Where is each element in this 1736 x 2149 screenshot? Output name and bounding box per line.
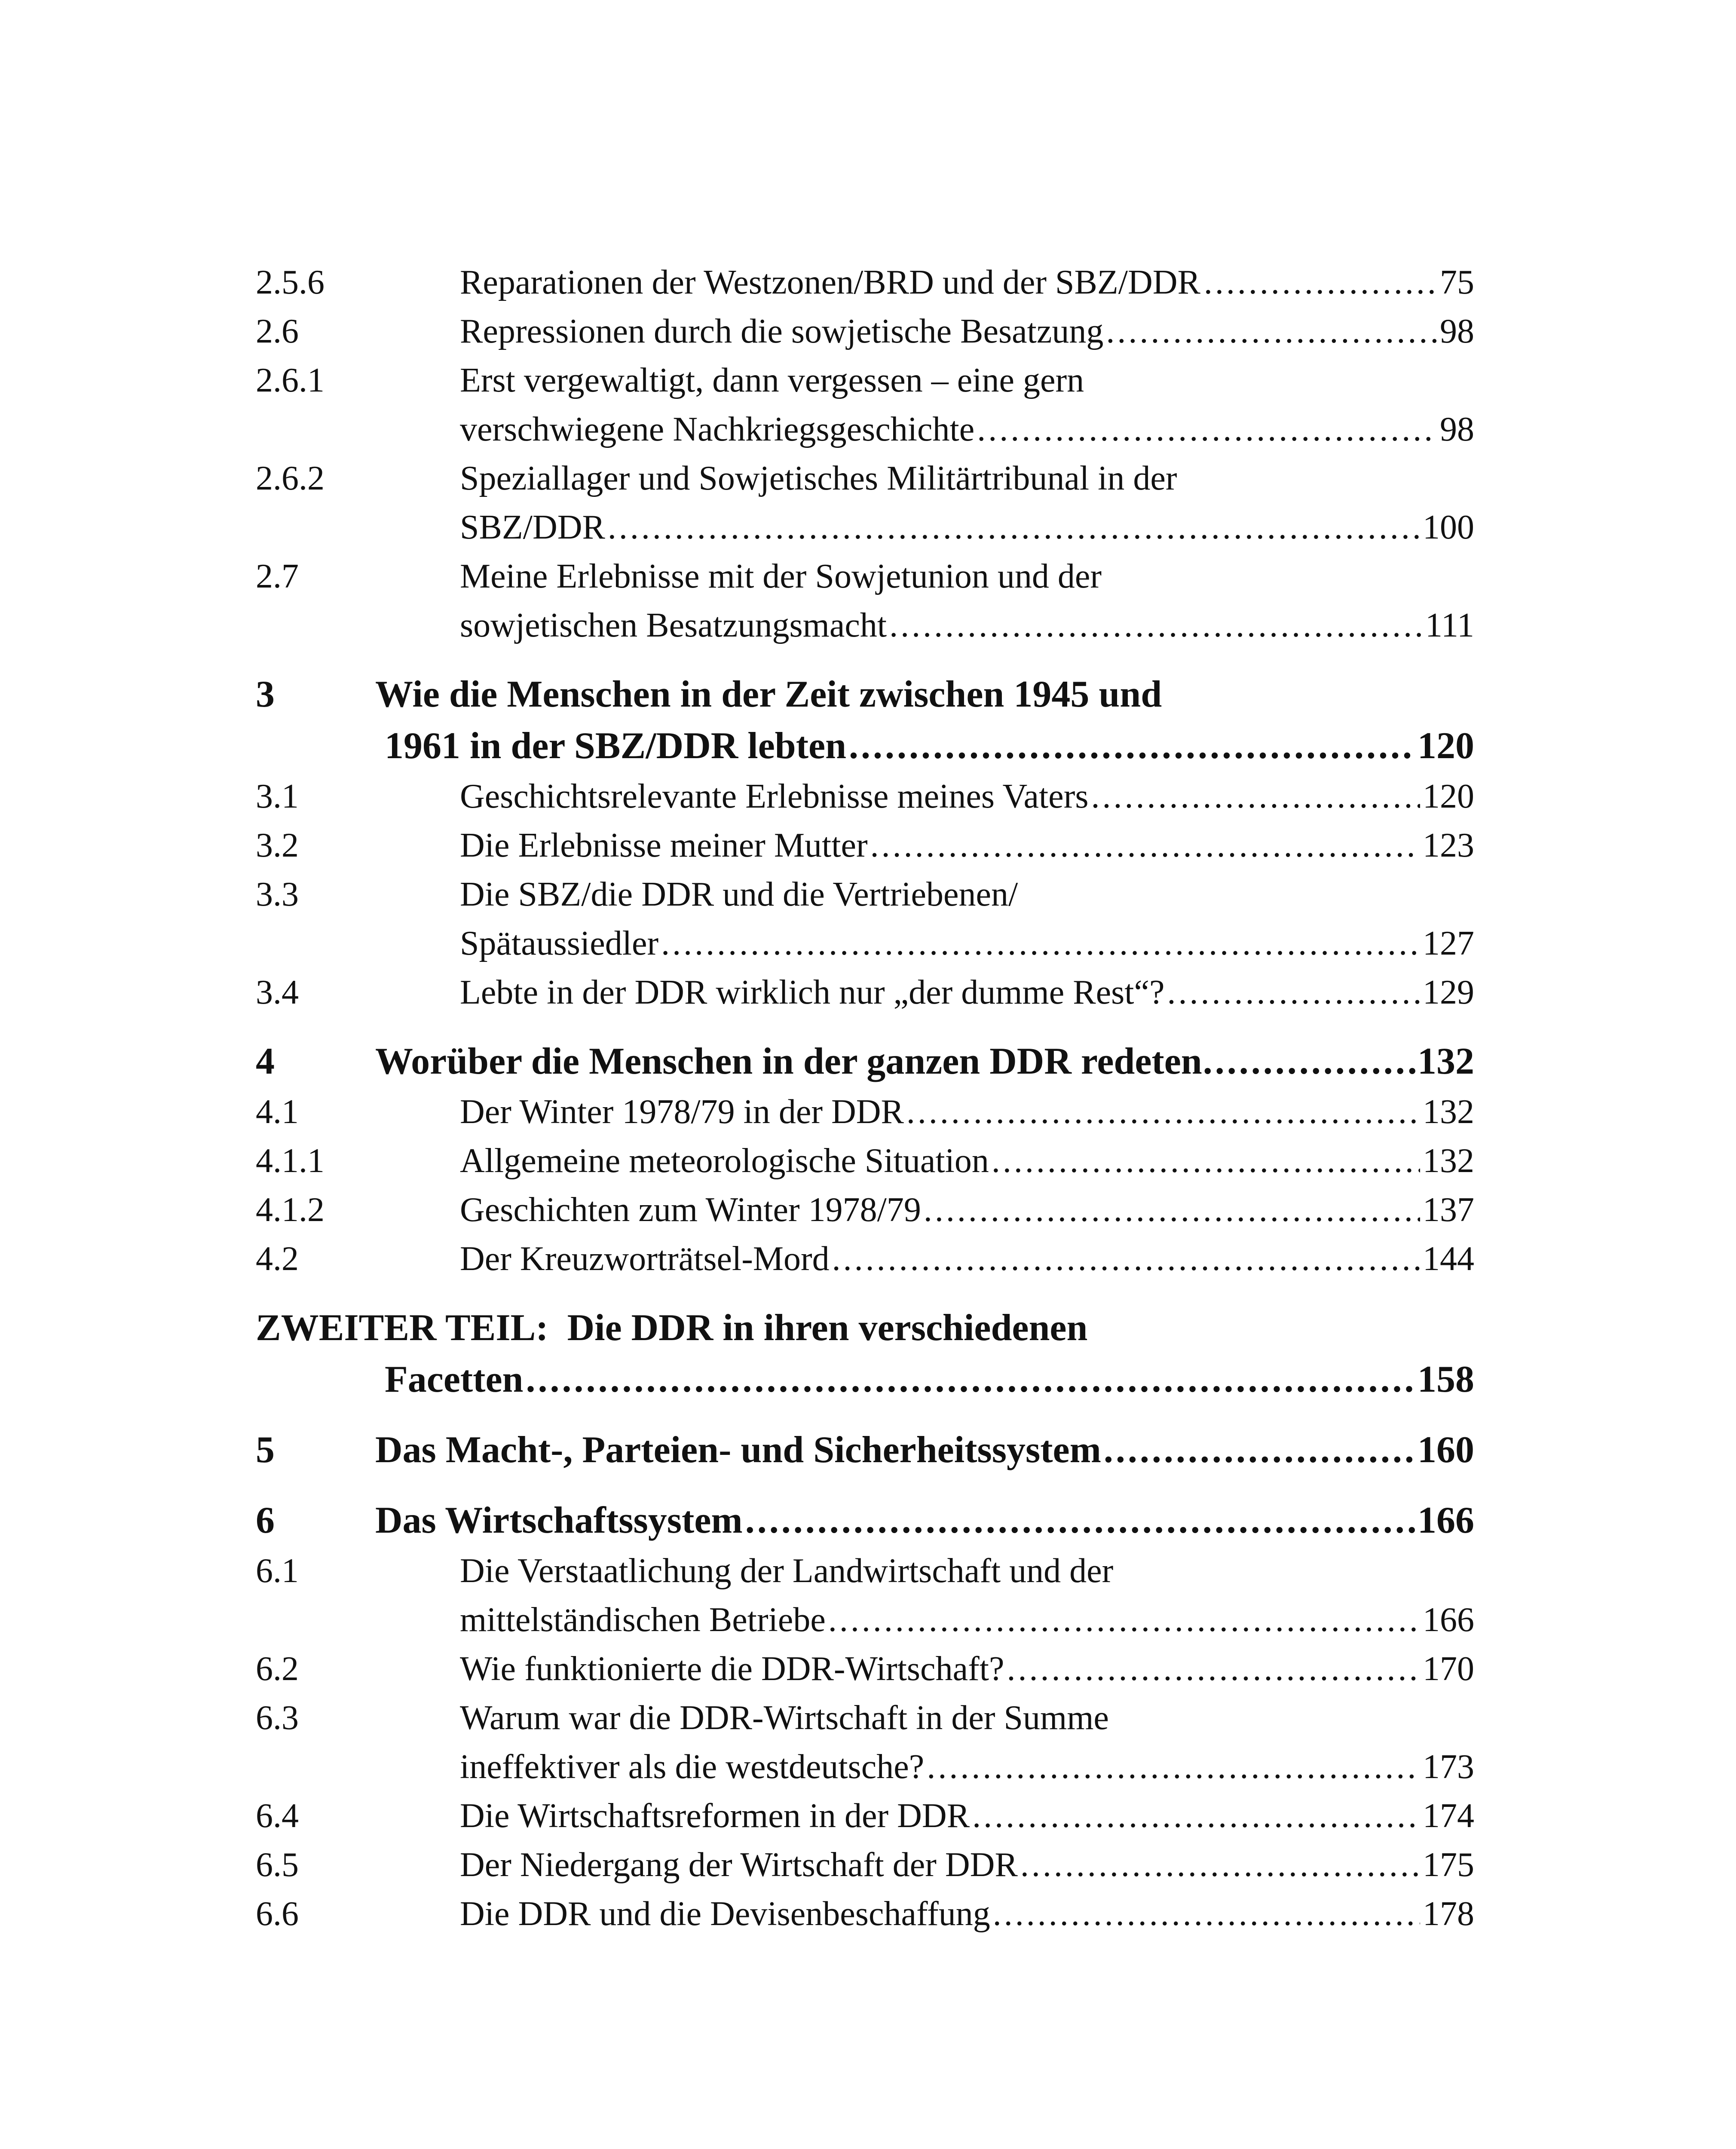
page-number: 175 — [1423, 1846, 1474, 1884]
dot-leader — [1020, 1840, 1420, 1889]
dot-leader — [972, 1791, 1420, 1840]
section-title-line1: Die Verstaatlichung der Landwirtschaft und der — [460, 1552, 1114, 1590]
toc-title-line — [460, 1234, 1474, 1283]
toc-title-line — [460, 405, 1474, 454]
section-title: SBZ/DDR — [460, 508, 605, 546]
section-title: sowjetischen Besatzungsmacht — [460, 606, 887, 644]
toc-title-line — [375, 1424, 1474, 1476]
section-title-line1: Die SBZ/die DDR und die Vertriebenen/ — [460, 876, 1018, 913]
dot-leader — [828, 1595, 1420, 1644]
section-number: 6.6 — [256, 1895, 299, 1933]
section-title: Die DDR und die Devisenbeschaffung — [460, 1895, 990, 1933]
dot-leader — [832, 1234, 1420, 1283]
section-title: ineffektiver als die westdeutsche? — [460, 1748, 925, 1786]
page-number: 129 — [1423, 973, 1474, 1011]
page-number: 170 — [1423, 1650, 1474, 1688]
page-number: 137 — [1423, 1191, 1474, 1229]
section-title: Allgemeine meteorologische Situation — [460, 1142, 989, 1180]
dot-leader — [993, 1889, 1420, 1938]
toc-chapter-entry — [256, 669, 1474, 772]
page-number: 132 — [1423, 1142, 1474, 1180]
page-number: 174 — [1423, 1797, 1474, 1835]
toc-part-entry — [256, 1302, 1474, 1405]
toc-entry — [256, 1889, 1474, 1938]
part-title: Facetten — [385, 1359, 524, 1400]
section-title: verschwiegene Nachkriegsgeschichte — [460, 410, 975, 448]
toc-title-line — [460, 1840, 1474, 1889]
dot-leader — [906, 1087, 1420, 1136]
page-number: 75 — [1440, 263, 1474, 301]
section-number: 6.3 — [256, 1699, 299, 1737]
section-number: 3.4 — [256, 973, 299, 1011]
chapter-title: Worüber die Menschen in der ganzen DDR redeten — [375, 1041, 1202, 1082]
chapter-title-line1: Wie die Menschen in der Zeit zwischen 1945 und — [375, 673, 1162, 715]
section-title-line1: Warum war die DDR-Wirtschaft in der Summe — [460, 1699, 1109, 1737]
page-number: 120 — [1418, 725, 1474, 767]
chapter-title: 1961 in der SBZ/DDR lebten — [385, 725, 847, 767]
section-number: 2.7 — [256, 557, 299, 595]
dot-leader — [927, 1742, 1420, 1791]
toc-entry — [256, 1087, 1474, 1136]
section-number: 6.5 — [256, 1846, 299, 1884]
toc-title-line — [460, 1136, 1474, 1185]
chapter-number: 5 — [256, 1429, 275, 1471]
dot-leader — [889, 601, 1423, 650]
page-number: 132 — [1423, 1093, 1474, 1131]
toc-entry — [256, 968, 1474, 1017]
dot-leader — [977, 405, 1437, 454]
dot-leader — [608, 503, 1420, 552]
section-title-line1: Speziallager und Sowjetisches Militärtribunal in der — [460, 459, 1177, 497]
toc-title-line — [460, 821, 1474, 870]
section-title: Der Winter 1978/79 in der DDR — [460, 1093, 904, 1131]
page-number: 166 — [1423, 1601, 1474, 1639]
toc-entry — [256, 307, 1474, 356]
dot-leader — [924, 1185, 1420, 1234]
toc-title-line — [460, 1791, 1474, 1840]
toc-entry — [256, 258, 1474, 307]
toc-entry — [256, 772, 1474, 821]
toc-entry — [256, 1546, 1474, 1644]
toc-chapter-entry — [256, 1495, 1474, 1546]
section-number: 3.2 — [256, 827, 299, 864]
dot-leader — [745, 1495, 1415, 1546]
toc-chapter-entry — [256, 1424, 1474, 1476]
toc-title-line — [375, 1495, 1474, 1546]
dot-leader — [1167, 968, 1421, 1017]
chapter-number: 3 — [256, 673, 275, 715]
part-title-line1: ZWEITER TEIL: Die DDR in ihren verschiedenen — [256, 1307, 1088, 1349]
toc-title-line — [460, 1889, 1474, 1938]
toc-title-line — [460, 1742, 1474, 1791]
section-title: Die Erlebnisse meiner Mutter — [460, 827, 868, 864]
section-number: 6.1 — [256, 1552, 299, 1590]
dot-leader — [849, 720, 1415, 772]
section-number: 4.2 — [256, 1240, 299, 1278]
chapter-number: 6 — [256, 1500, 275, 1541]
toc-title-line — [460, 772, 1474, 821]
page-number: 166 — [1418, 1500, 1474, 1541]
section-title: Der Niedergang der Wirtschaft der DDR — [460, 1846, 1018, 1884]
section-title: Spätaussiedler — [460, 924, 659, 962]
section-title: Der Kreuzworträtsel-Mord — [460, 1240, 830, 1278]
page-number: 144 — [1423, 1240, 1474, 1278]
toc-title-line — [375, 1036, 1474, 1087]
section-title: Wie funktionierte die DDR-Wirtschaft? — [460, 1650, 1004, 1688]
toc-title-line — [460, 601, 1474, 650]
chapter-title: Das Wirtschaftssystem — [375, 1500, 743, 1541]
toc-title-line — [256, 1354, 1474, 1405]
toc-entry — [256, 454, 1474, 552]
section-title: Geschichten zum Winter 1978/79 — [460, 1191, 921, 1229]
section-number: 4.1.2 — [256, 1191, 325, 1229]
table-of-contents — [256, 258, 1474, 1938]
dot-leader — [992, 1136, 1420, 1185]
toc-entry — [256, 870, 1474, 968]
section-number: 4.1.1 — [256, 1142, 325, 1180]
toc-title-line — [460, 1087, 1474, 1136]
section-title-line1: Erst vergewaltigt, dann vergessen – eine gern — [460, 361, 1084, 399]
toc-title-line — [460, 919, 1474, 968]
toc-title-line — [460, 258, 1474, 307]
toc-entry — [256, 1185, 1474, 1234]
toc-title-line — [460, 968, 1474, 1017]
toc-title-line — [460, 503, 1474, 552]
chapter-title: Das Macht-, Parteien- und Sicherheitssystem — [375, 1429, 1101, 1471]
page-number: 98 — [1440, 312, 1474, 350]
toc-title-line — [460, 1644, 1474, 1693]
chapter-number: 4 — [256, 1041, 275, 1082]
toc-entry — [256, 356, 1474, 454]
toc-title-line — [375, 720, 1474, 772]
page-number: 111 — [1425, 606, 1474, 644]
section-title: Geschichtsrelevante Erlebnisse meines Vaters — [460, 778, 1089, 815]
dot-leader — [1104, 1424, 1415, 1476]
toc-title-line — [460, 1595, 1474, 1644]
dot-leader — [1106, 307, 1437, 356]
section-number: 3.3 — [256, 876, 299, 913]
toc-entry — [256, 821, 1474, 870]
dot-leader — [1007, 1644, 1420, 1693]
page-number: 132 — [1418, 1041, 1474, 1082]
section-number: 4.1 — [256, 1093, 299, 1131]
dot-leader — [870, 821, 1420, 870]
section-number: 6.4 — [256, 1797, 299, 1835]
page-number: 178 — [1423, 1895, 1474, 1933]
page-number: 120 — [1423, 778, 1474, 815]
dot-leader — [1203, 1036, 1417, 1087]
page-number: 160 — [1418, 1429, 1474, 1471]
section-title-line1: Meine Erlebnisse mit der Sowjetunion und der — [460, 557, 1102, 595]
page-number: 100 — [1423, 508, 1474, 546]
section-number: 2.6.2 — [256, 459, 325, 497]
toc-chapter-entry — [256, 1036, 1474, 1087]
page-number: 158 — [1418, 1359, 1474, 1400]
page-number: 173 — [1423, 1748, 1474, 1786]
toc-entry — [256, 1644, 1474, 1693]
section-number: 3.1 — [256, 778, 299, 815]
toc-title-line — [460, 307, 1474, 356]
toc-entry — [256, 552, 1474, 650]
toc-title-line — [460, 1185, 1474, 1234]
section-title: mittelständischen Betriebe — [460, 1601, 826, 1639]
dot-leader — [1091, 772, 1420, 821]
section-number: 2.6 — [256, 312, 299, 350]
toc-entry — [256, 1693, 1474, 1791]
toc-entry — [256, 1234, 1474, 1283]
toc-entry — [256, 1136, 1474, 1185]
section-title: Reparationen der Westzonen/BRD und der SBZ/DDR — [460, 263, 1200, 301]
dot-leader — [661, 919, 1420, 968]
toc-entry — [256, 1791, 1474, 1840]
dot-leader — [1204, 258, 1436, 307]
page-number: 123 — [1423, 827, 1474, 864]
page-number: 98 — [1440, 410, 1474, 448]
section-number: 6.2 — [256, 1650, 299, 1688]
page-number: 127 — [1423, 924, 1474, 962]
section-title: Repressionen durch die sowjetische Besatzung — [460, 312, 1104, 350]
toc-entry — [256, 1840, 1474, 1889]
section-title: Die Wirtschaftsreformen in der DDR — [460, 1797, 970, 1835]
section-number: 2.6.1 — [256, 361, 325, 399]
dot-leader — [526, 1354, 1415, 1405]
section-title: Lebte in der DDR wirklich nur „der dumme Rest“? — [460, 973, 1165, 1011]
section-number: 2.5.6 — [256, 263, 325, 301]
